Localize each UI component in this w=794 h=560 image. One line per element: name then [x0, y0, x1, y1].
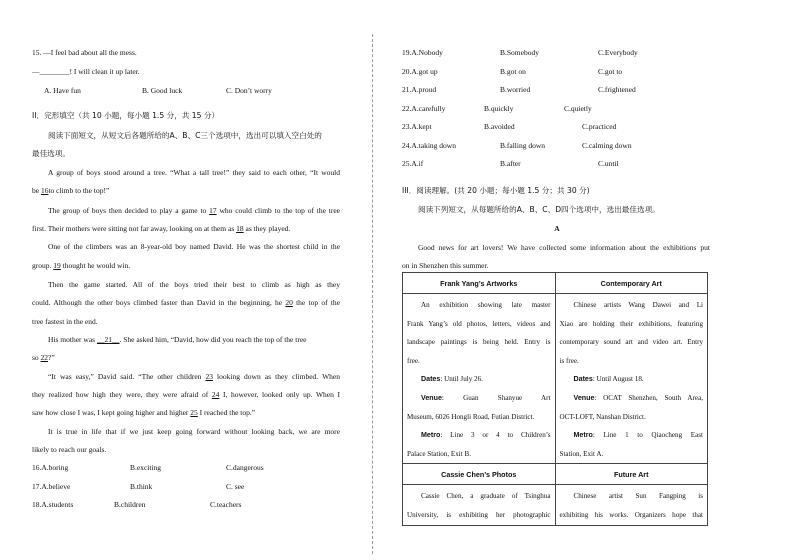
exhibit-metro-cont: Station, Exit A.: [559, 449, 604, 458]
blank-17: 17: [209, 206, 217, 215]
exhibit-title-frank-yang: Frank Yang’s Artworks: [403, 273, 556, 294]
choice-24-b: B.falling down: [500, 141, 545, 150]
q15-option-a: A. Have fun: [44, 86, 81, 95]
exhibit-cell-cassie-chen: [403, 485, 556, 525]
choice-24-a: 24.A.taking down: [402, 141, 456, 150]
exhibit-body-line: University, is exhibiting her photographic: [407, 510, 551, 519]
exhibit-dates: Dates: Until July 26.: [421, 375, 483, 384]
choice-22-b: B.quickly: [484, 104, 514, 113]
choice-23-c: C.practiced: [582, 122, 617, 131]
exhibit-body-line: free.: [407, 356, 420, 365]
exhibit-body-line: Cassie Chen, a graduate of Tsinghua: [421, 492, 551, 501]
exhibit-title-future-art: Future Art: [555, 464, 708, 485]
blank-23: 23: [205, 372, 213, 381]
exhibit-body-line: Chinese artists Wang Dawei and Li: [573, 301, 703, 309]
passage-p1-line2: be 16to climb to the top!”: [32, 186, 110, 195]
passage-p6-line3: saw how close I was, I kept going higher and higher 25 I reached the top.”: [32, 408, 256, 417]
section2-instruction-1: 阅读下面短文，从短文后各题所给的A、B、C三个选项中，选出可以填入空白处的: [48, 131, 322, 140]
choice-21-a: 21.A.proud: [402, 85, 437, 94]
choice-17-c: C. see: [226, 482, 245, 491]
choice-16-b: B.exciting: [130, 463, 162, 472]
blank-20: 20: [285, 298, 293, 307]
passage-p3-line1: One of the climbers was an 8-year-old boy named David. He was the shortest child in the: [48, 242, 340, 251]
q15-option-b: B. Good luck: [142, 86, 183, 95]
passage-p5-line2: so 22?”: [32, 353, 55, 362]
exhibit-title-contemporary-art: Contemporary Art: [555, 273, 708, 294]
exhibit-cell-frank-yang: [403, 294, 556, 464]
passage-a-intro-1: Good news for art lovers! We have collected some information about the exhibitions put: [418, 243, 710, 252]
choice-17-a: 17.A.believe: [32, 482, 71, 491]
choice-18-a: 18.A.students: [32, 500, 74, 509]
exhibit-venue: Venue: OCAT Shenzhen, South Area,: [573, 393, 703, 402]
section3-instruction: 阅读下列短文，从每题所给的A、B、C、D四个选项中，选出最佳选项。: [418, 205, 660, 214]
choice-22-a: 22.A.carefully: [402, 104, 446, 113]
exhibit-body-line: exhibiting his works. Organizers hope that: [559, 510, 703, 519]
exhibit-body-line: landscape paintings is being held. Entry is: [407, 338, 551, 347]
exhibit-body-line: An exhibition showing late master: [421, 301, 551, 309]
choice-17-b: B.think: [130, 482, 153, 491]
exhibit-body-line: Chinese artist Sun Fangping is: [573, 492, 703, 501]
choice-16-a: 16.A.boring: [32, 463, 69, 472]
choice-18-c: C.teachers: [210, 500, 242, 509]
section2-instruction-2: 最佳选项。: [32, 149, 70, 158]
choice-25-c: C.until: [598, 159, 619, 168]
passage-p3-line2: group. 19 thought he would win.: [32, 261, 131, 270]
passage-p4-line1: Then the game started. All of the boys tried their best to climb as high as they: [48, 280, 340, 289]
choice-24-c: C.calming down: [582, 141, 632, 150]
passage-p1-line1: A group of boys stood around a tree. “What a tall tree!” they said to each other, “It would: [48, 168, 340, 177]
exhibit-body-line: contemporary sound art and video art. Entry: [559, 338, 703, 347]
blank-21: __21__: [96, 335, 120, 344]
q15-question: 15. —I feel bad about all the mess.: [32, 48, 137, 57]
exhibit-dates: Dates: Until August 18.: [573, 375, 644, 384]
choice-19-b: B.Somebody: [500, 48, 539, 57]
exhibit-metro: Metro: Line 1 to Qiaocheng East: [573, 431, 703, 440]
passage-p5-line1: His mother was __21__. She asked him, “David, how did you reach the top of the tree: [48, 335, 307, 344]
choice-18-b: B.children: [114, 500, 146, 509]
choice-25-a: 25.A.if: [402, 159, 424, 168]
passage-p7-line1: It is true in life that if we just keep going forward without looking back, we are more: [48, 427, 340, 436]
section2-heading: II．完形填空（共 10 小题，每小题 1.5 分，共 15 分）: [32, 111, 220, 120]
choice-21-b: B.worried: [500, 85, 531, 94]
exhibit-cell-future-art: [555, 485, 708, 525]
passage-a-intro-2: on in Shenzhen this summer.: [402, 261, 489, 270]
blank-24: 24: [211, 390, 220, 399]
passage-a-label: A: [554, 224, 560, 233]
exhibit-metro-cont: Palace Station, Exit B.: [407, 449, 472, 458]
choice-20-b: B.got on: [500, 67, 526, 76]
passage-p7-line2: likely to reach our goals.: [32, 445, 107, 454]
choice-21-c: C.frightened: [598, 85, 636, 94]
blank-25: 25: [190, 408, 198, 417]
choice-19-a: 19.A.Nobody: [402, 48, 443, 57]
choice-23-b: B.avoided: [484, 122, 515, 131]
choice-20-c: C.got to: [598, 67, 623, 76]
exhibit-venue: Venue: Guan Shanyue Art: [421, 393, 551, 402]
choice-23-a: 23.A.kept: [402, 122, 432, 131]
exhibition-table: [402, 272, 708, 526]
q15-answer-line: —________! I will clean it up later.: [32, 67, 140, 76]
choice-16-c: C.dangerous: [226, 463, 264, 472]
passage-p2-line2: first. Their mothers were sitting not far away, looking on at them as 18 as they played.: [32, 224, 291, 233]
blank-22: 22: [40, 353, 49, 362]
passage-p4-line2: could. Although the other boys climbed faster than David in the beginning, he 20 the top of the: [32, 298, 340, 307]
q15-option-c: C. Don’t worry: [226, 86, 272, 95]
blank-19: 19: [53, 261, 61, 270]
section3-heading: III．阅读理解。(共 20 小题；每小题 1.5 分；共 30 分): [402, 186, 590, 195]
exhibit-metro: Metro: Line 3 or 4 to Children’s: [421, 431, 551, 440]
exhibit-body-line: is free.: [559, 356, 579, 365]
exhibit-body-line: Xiao are holding their exhibitions, featuring: [559, 319, 703, 328]
exhibit-body-line: Frank Yang’s old photos, letters, videos and: [407, 319, 551, 328]
passage-p2-line1: The group of boys then decided to play a game to 17 who could climb to the top of the tree: [48, 206, 341, 215]
exhibit-venue-cont: Museum, 6026 Hongli Road, Futian District.: [407, 412, 535, 421]
exhibit-title-cassie-chen: Cassie Chen’s Photos: [403, 464, 556, 485]
blank-18: 18: [236, 224, 244, 233]
choice-25-b: B.after: [500, 159, 521, 168]
exhibit-venue-cont: OCT-LOFT, Nanshan District.: [559, 412, 646, 421]
column-divider: [372, 34, 373, 554]
passage-p6-line2: they realized how high they were, they were afraid of 24 I, however, looked only up. When I: [32, 390, 340, 399]
blank-16: 16: [40, 186, 49, 195]
exhibit-cell-contemporary-art: [555, 294, 708, 464]
passage-p4-line3: tree fastest in the end.: [32, 317, 98, 326]
choice-19-c: C.Everybody: [598, 48, 638, 57]
choice-20-a: 20.A.got up: [402, 67, 438, 76]
choice-22-c: C.quietly: [564, 104, 592, 113]
passage-p6-line1: “It was easy,” David said. “The other children 23 looking down as they climbed. When: [48, 372, 340, 381]
